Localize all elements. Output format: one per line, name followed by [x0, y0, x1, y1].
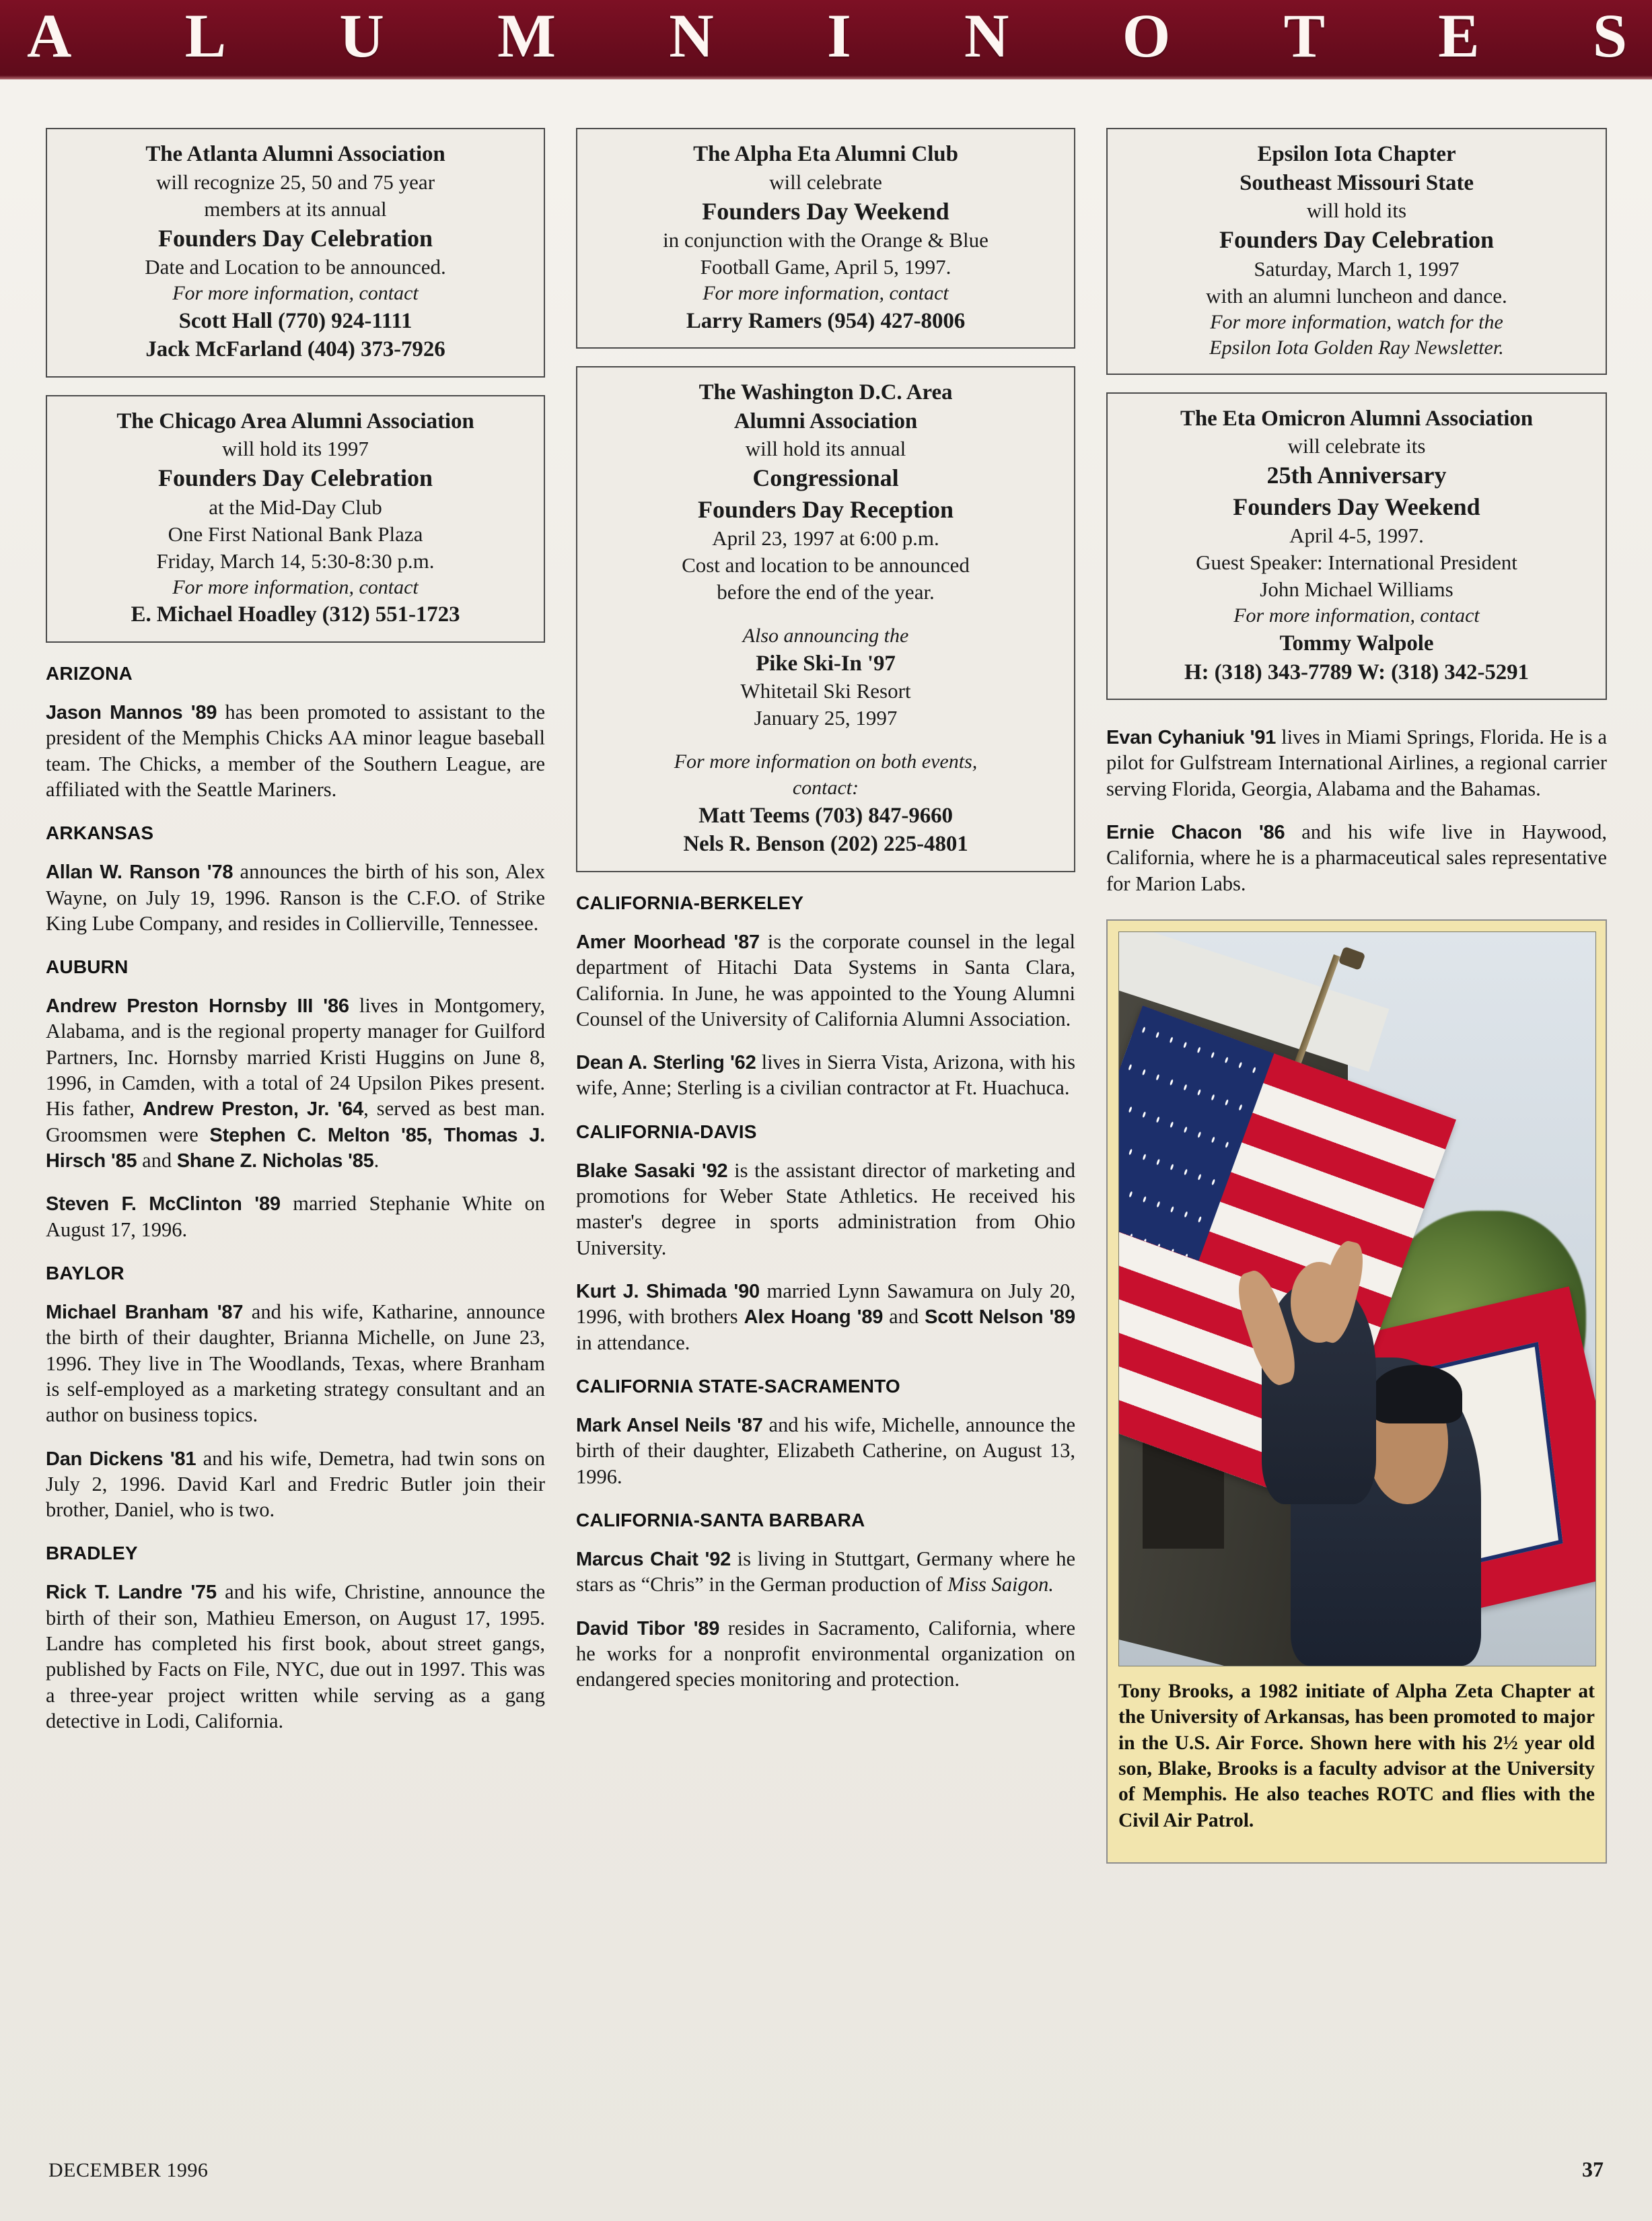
alumni-note-body: resides in Sacramento, California, where he works for a nonprofit environmental organization on endangered species monitoring and protection.: [576, 1616, 1076, 1691]
announcement-line: The Chicago Area Alumni Association: [116, 409, 474, 433]
alumni-note-body: married Lynn Sawamura on July 20, 1996, with brothers: [576, 1279, 1076, 1329]
alumni-name: Alex Hoang '89: [744, 1306, 884, 1329]
announcement-gap: [589, 606, 1062, 623]
announcement-line: Date and Location to be announced.: [145, 254, 446, 279]
state-heading-bradley: BRADLEY: [46, 1543, 138, 1564]
alumni-note-body: and: [883, 1305, 925, 1329]
announcement-contact: Tommy Walpole: [1279, 631, 1434, 656]
alumni-note: [576, 1278, 1075, 1355]
column-one: [46, 128, 545, 2113]
alumni-name: Rick T. Landre '75: [46, 1582, 217, 1604]
announcement-line: Founders Day Reception: [698, 495, 954, 523]
masthead-highlight: [0, 75, 1652, 79]
alumni-note-body: has been promoted to assistant to the president of the Memphis Chicks AA minor league baseball team. The Chicks, a member of the Southern League, are affiliated with the Seattle Mariners.: [46, 700, 545, 801]
atlanta-announcement-box: [46, 128, 545, 378]
masthead-letter: L: [184, 1, 227, 70]
announcement-line: will celebrate its: [1287, 434, 1426, 458]
chicago-announcement-box: [46, 395, 545, 643]
announcement-line: Alumni Association: [733, 409, 918, 433]
alumni-note: [46, 1191, 545, 1242]
alumni-note: [576, 1546, 1075, 1598]
alumni-note-body: and his wife, Michelle, announce the birth of their daughter, Elizabeth Catherine, on August 13, 1996.: [576, 1413, 1075, 1488]
announcement-contact: Nels R. Benson (202) 225-4801: [683, 832, 968, 857]
issue-date: DECEMBER 1996: [48, 2159, 209, 2181]
alumni-note-body: , served as best man. Groomsmen were: [46, 1097, 546, 1146]
announcement-line: Founders Day Weekend: [1233, 493, 1480, 520]
masthead-title: [27, 0, 1628, 75]
alumni-note: [46, 1299, 545, 1427]
announcement-contact: Matt Teems (703) 847-9660: [698, 803, 953, 828]
alumni-note-body: is the assistant director of marketing and promotions for Weber State Athletics. He received his master's degree in sports administration from Ohio University.: [576, 1158, 1075, 1259]
announcement-line: in conjunction with the Orange & Blue: [663, 227, 989, 252]
photo-caption: Tony Brooks, a 1982 initiate of Alpha Zeta Chapter at the University of Arkansas, has been promoted to major in the U.S. Air Force. Shown here with his 2½ year old son, Blake, Brooks is a faculty advisor at the University of Memphis. He also teaches ROTC and flies with the Civil Air Patrol.: [1118, 1680, 1595, 1831]
officer-beret: [1371, 1365, 1462, 1423]
announcement-line: Guest Speaker: International President: [1196, 551, 1517, 575]
alumni-note-body: is the corporate counsel in the legal department of Hitachi Data Systems in Santa Clara, California. In June, he was appointed to the Young Alumni Counsel of the University of California Alumni Association.: [576, 929, 1075, 1030]
announcement-line: January 25, 1997: [754, 706, 898, 730]
alumni-note-body: and his wife, Katharine, announce the birth of their daughter, Brianna Michelle, on June 23, 1996. They live in The Woodlands, Texas, where Branham is self-employed as a marketing strategy consultant and an author on business topics.: [46, 1300, 545, 1427]
announcement-line: Epsilon Iota Chapter: [1257, 142, 1456, 166]
alumni-note: [46, 993, 545, 1173]
state-heading-auburn: AUBURN: [46, 956, 129, 978]
alumni-name: Dan Dickens '81: [46, 1448, 196, 1470]
alumni-note-body: .: [373, 1149, 380, 1172]
announcement-line: will hold its 1997: [222, 437, 369, 461]
alumni-note-body: in attendance.: [576, 1331, 690, 1354]
tony-brooks-photo: [1118, 931, 1596, 1666]
announcement-line: Epsilon Iota Golden Ray Newsletter.: [1209, 337, 1504, 359]
alumni-note: [46, 699, 545, 802]
masthead-letter: N: [669, 1, 715, 70]
alumni-name: Andrew Preston, Jr. '64: [142, 1098, 364, 1121]
announcement-contact: H: (318) 343-7789 W: (318) 342-5291: [1184, 660, 1529, 684]
announcement-line: For more information, watch for the: [1210, 310, 1503, 333]
announcement-line: will recognize 25, 50 and 75 year: [155, 170, 435, 194]
announcement-line: For more information, contact: [172, 281, 419, 304]
column-three: [1106, 128, 1607, 2113]
masthead-letter: M: [497, 1, 557, 70]
announcement-line: will hold its annual: [745, 437, 906, 461]
alumni-name: Dean A. Sterling '62: [576, 1052, 756, 1074]
state-heading-california-santa-barbara: CALIFORNIA-SANTA BARBARA: [576, 1509, 865, 1530]
three-column-layout: [46, 128, 1607, 2113]
announcement-line: John Michael Williams: [1260, 577, 1453, 602]
alumni-note: [1106, 819, 1607, 896]
alumni-note: [576, 1412, 1075, 1489]
alumni-note-body: and his wife, Christine, announce the birth of their son, Mathieu Emerson, on August 17, 1995. Landre has completed his first book, about street gangs, published by Facts on File, NYC, due out in 1997. This was a three-year project written while serving as a gang detective in Lodi, California.: [46, 1580, 545, 1732]
announcement-line: contact:: [792, 777, 859, 800]
column-two: [576, 128, 1075, 2113]
state-heading-baylor: BAYLOR: [46, 1263, 124, 1284]
announcement-contact: E. Michael Hoadley (312) 551-1723: [131, 602, 460, 627]
announcement-line: Southeast Missouri State: [1240, 170, 1474, 195]
announcement-line: at the Mid-Day Club: [209, 495, 382, 519]
announcement-line: April 23, 1997 at 6:00 p.m.: [712, 526, 939, 551]
announcement-line: Founders Day Celebration: [158, 224, 433, 252]
alumni-name: Michael Branham '87: [46, 1302, 244, 1324]
alumni-name: Marcus Chait '92: [576, 1548, 731, 1570]
announcement-line: before the end of the year.: [717, 580, 935, 604]
masthead-letter: U: [339, 1, 386, 70]
alumni-note-body: lives in Miami Springs, Florida. He is a pilot for Gulfstream International Airlines, a regional carrier serving Florida, Georgia, Alabama and the Bahamas.: [1106, 726, 1607, 800]
alumni-name: Steven F. McClinton '89: [46, 1193, 281, 1215]
alumni-name: Ernie Chacon '86: [1106, 822, 1285, 843]
announcement-line: members at its annual: [204, 197, 387, 221]
alumni-note: [46, 859, 545, 936]
announcement-line: Founders Day Celebration: [1219, 226, 1494, 254]
alumni-note-body: is living in Stuttgart, Germany where he stars as “Chris” in the German production of: [576, 1547, 1075, 1596]
alumni-note: [46, 1579, 545, 1734]
announcement-line: For more information, contact: [172, 575, 419, 598]
alumni-note: [576, 1158, 1075, 1261]
announcement-line: The Atlanta Alumni Association: [145, 142, 445, 166]
alumni-name: Andrew Preston Hornsby III '86: [46, 995, 349, 1018]
alumni-note-body: announces the birth of his son, Alex Wayne, on July 19, 1996. Ranson is the C.F.O. of Strike King Lube Company, and resides in Collierville, Tennessee.: [46, 860, 545, 935]
announcement-line: For more information, contact: [703, 281, 949, 304]
announcement-gap: [589, 732, 1062, 749]
washington-dc-announcement-box: [576, 366, 1075, 872]
masthead-letter: N: [964, 1, 1011, 70]
alumni-note-body: and his wife live in Haywood, California, where he is a pharmaceutical sales representative for Marion Labs.: [1106, 820, 1607, 895]
page-number: 37: [1582, 2157, 1604, 2181]
announcement-contact: Larry Ramers (954) 427-8006: [686, 308, 966, 333]
alumni-name: Blake Sasaki '92: [576, 1160, 728, 1182]
alumni-note-body: and his wife, Demetra, had twin sons on July 2, 1996. David Karl and Fredric Butler join their brother, Daniel, who is two.: [46, 1446, 546, 1522]
state-heading-arizona: ARIZONA: [46, 662, 133, 684]
announcement-line: will celebrate: [769, 170, 882, 194]
announcement-line: with an alumni luncheon and dance.: [1206, 283, 1507, 308]
announcement-line: Whitetail Ski Resort: [740, 679, 911, 703]
announcement-line: For more information on both events,: [674, 750, 978, 773]
alumni-name: Jason Mannos '89: [46, 701, 217, 724]
alumni-note: [1106, 724, 1607, 802]
state-heading-california-state-sacramento: CALIFORNIA STATE-SACRAMENTO: [576, 1375, 900, 1397]
alumni-note: [46, 1446, 545, 1523]
alumni-note-title: Miss Saigon.: [947, 1573, 1054, 1596]
epsilon-iota-announcement-box: [1106, 128, 1607, 375]
announcement-line: One First National Bank Plaza: [168, 522, 423, 546]
masthead-letter: A: [27, 1, 73, 70]
announcement-line: The Eta Omicron Alumni Association: [1180, 406, 1534, 431]
announcement-line: Pike Ski-In '97: [756, 651, 896, 676]
page-footer: [48, 2157, 1604, 2182]
state-heading-arkansas: ARKANSAS: [46, 822, 154, 844]
announcement-line: Saturday, March 1, 1997: [1254, 256, 1460, 281]
announcement-line: Founders Day Celebration: [158, 464, 433, 492]
alumni-name: Kurt J. Shimada '90: [576, 1280, 760, 1302]
announcement-line: Football Game, April 5, 1997.: [700, 254, 951, 279]
announcement-contact: Scott Hall (770) 924-1111: [178, 308, 412, 333]
announcement-line: The Alpha Eta Alumni Club: [693, 142, 958, 166]
state-heading-california-berkeley: CALIFORNIA-BERKELEY: [576, 892, 804, 913]
masthead-letter: S: [1592, 1, 1628, 70]
alumni-note: [576, 1615, 1075, 1693]
announcement-line: Also announcing the: [742, 625, 909, 647]
announcement-line: Cost and location to be announced: [682, 553, 970, 577]
announcement-contact: Jack McFarland (404) 373-7926: [145, 337, 445, 362]
announcement-line: will hold its: [1306, 199, 1407, 223]
alumni-name: Evan Cyhaniuk '91: [1106, 727, 1277, 749]
announcement-line: The Washington D.C. Area: [698, 380, 953, 405]
alumni-name: Scott Nelson '89: [925, 1306, 1075, 1329]
masthead-letter: E: [1438, 1, 1481, 70]
announcement-line: April 4-5, 1997.: [1289, 524, 1424, 548]
announcement-line: Founders Day Weekend: [702, 197, 949, 225]
alumni-note: [576, 1049, 1075, 1101]
alumni-name: Shane Z. Nicholas '85: [176, 1150, 374, 1172]
alumni-name: David Tibor '89: [576, 1617, 720, 1640]
masthead-banner: [0, 0, 1652, 79]
alumni-name: Stephen C. Melton '85, Thomas J. Hirsch '85: [46, 1124, 546, 1172]
alumni-note: [576, 929, 1075, 1032]
announcement-line: Congressional: [752, 464, 899, 492]
announcement-line: 25th Anniversary: [1266, 462, 1447, 489]
masthead-letter: T: [1283, 1, 1326, 70]
masthead-letter: O: [1122, 1, 1172, 70]
announcement-line: Friday, March 14, 5:30-8:30 p.m.: [156, 549, 435, 573]
alumni-note-body: lives in Sierra Vista, Arizona, with his wife, Anne; Sterling is a civilian contractor at Ft. Huachuca.: [576, 1051, 1075, 1100]
masthead-letter: I: [826, 1, 853, 70]
alumni-name: Mark Ansel Neils '87: [576, 1414, 763, 1436]
announcement-line: For more information, contact: [1233, 604, 1480, 627]
alumni-note-body: lives in Montgomery, Alabama, and is the regional property manager for Guilford Partners, Inc. Hornsby married Kristi Huggins on June 8, 1996, in Camden, with a total of 24 Upsilon Pikes present. His father,: [46, 994, 546, 1121]
alumni-name: Allan W. Ranson '78: [46, 861, 234, 884]
photo-block: [1106, 919, 1607, 1864]
alpha-eta-announcement-box: [576, 128, 1075, 349]
alumni-note-body: and: [137, 1149, 177, 1172]
alumni-note-body: married Stephanie White on August 17, 1996.: [46, 1192, 545, 1241]
state-heading-california-davis: CALIFORNIA-DAVIS: [576, 1121, 757, 1142]
alumni-name: Amer Moorhead '87: [576, 931, 760, 953]
eta-omicron-announcement-box: [1106, 392, 1607, 700]
